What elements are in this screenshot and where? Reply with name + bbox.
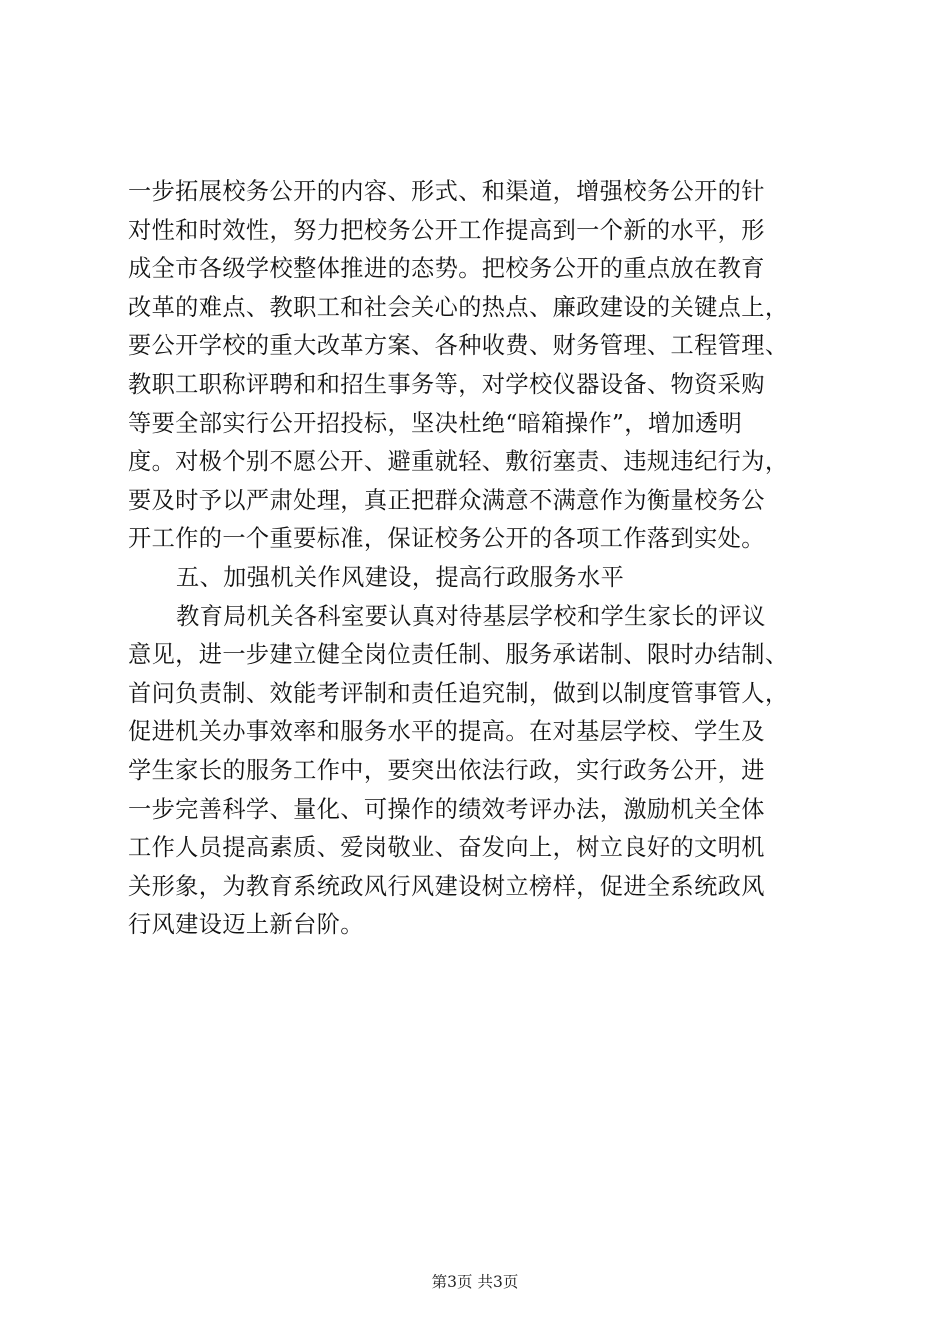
section-heading: 五、加强机关作风建设，提高行政服务水平 — [176, 563, 625, 591]
paragraph-line: 一步完善科学、量化、可操作的绩效考评办法，激励机关全体 — [128, 795, 765, 823]
paragraph-line: 首问负责制、效能考评制和责任追究制，做到以制度管事管人， — [128, 679, 789, 707]
paragraph-line: 对性和时效性，努力把校务公开工作提高到一个新的水平，形 — [128, 216, 765, 244]
page-number-label: 第3页 共3页 — [431, 1273, 519, 1291]
paragraph-line: 改革的难点、教职工和社会关心的热点、廉政建设的关键点上， — [128, 293, 789, 321]
paragraph-line: 工作人员提高素质、爱岗敬业、奋发向上，树立良好的文明机 — [128, 834, 765, 862]
paragraph-line: 一步拓展校务公开的内容、形式、和渠道，增强校务公开的针 — [128, 178, 765, 205]
paragraph-line: 要公开学校的重大改革方案、各种收费、财务管理、工程管理、 — [128, 332, 789, 360]
paragraph-line: 教职工职称评聘和和招生事务等，对学校仪器设备、物资采购 — [128, 370, 765, 398]
page-footer — [0, 1272, 950, 1292]
paragraph-line: 行风建设迈上新台阶。 — [128, 911, 364, 939]
paragraph-line: 关形象，为教育系统政风行风建设树立榜样，促进全系统政风 — [128, 872, 765, 900]
paragraph-line: 学生家长的服务工作中，要突出依法行政，实行政务公开，进 — [128, 756, 765, 784]
paragraph-line: 等要全部实行公开招投标，坚决杜绝“暗箱操作”，增加透明 — [128, 409, 743, 437]
paragraph-line: 度。对极个别不愿公开、避重就轻、敷衍塞责、违规违纪行为， — [128, 448, 789, 476]
paragraph-line: 开工作的一个重要标准，保证校务公开的各项工作落到实处。 — [128, 525, 765, 553]
paragraph-line: 教育局机关各科室要认真对待基层学校和学生家长的评议 — [176, 602, 766, 630]
paragraph-line: 成全市各级学校整体推进的态势。把校务公开的重点放在教育 — [128, 255, 765, 283]
document-body — [128, 173, 828, 945]
paragraph-line: 促进机关办事效率和服务水平的提高。在对基层学校、学生及 — [128, 718, 765, 746]
paragraph-line: 意见，进一步建立健全岗位责任制、服务承诺制、限时办结制、 — [128, 641, 789, 669]
paragraph-line: 要及时予以严肃处理，真正把群众满意不满意作为衡量校务公 — [128, 486, 765, 514]
